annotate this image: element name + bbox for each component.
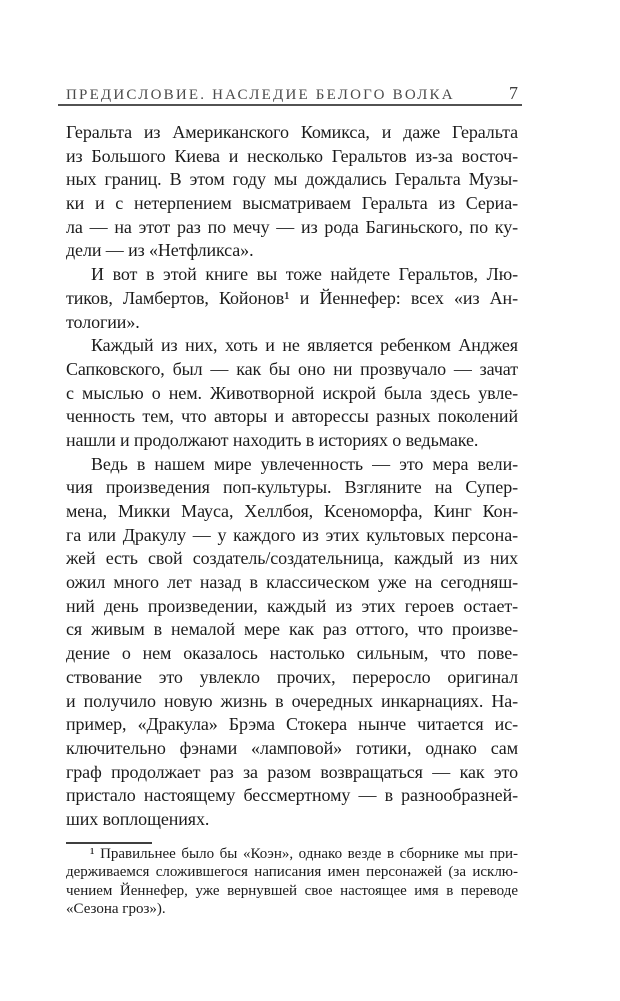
text-line: «Сезона гроз»). — [66, 901, 166, 918]
text-line: Сапковского, был — как бы оно ни прозвучало — зачат — [66, 358, 518, 379]
text-line: чия произведения поп-культуры. Взгляните на Супер- — [66, 477, 518, 498]
text-line: нашли и продолжают находить в историях о ведьмаке. — [66, 429, 479, 450]
text-line: ний день произведении, каждый из этих героев остает- — [66, 595, 518, 616]
text-line: тиков, Ламбертов, Койонов¹ и Йеннефер: всех «из Ан- — [66, 287, 518, 308]
header-rule — [58, 104, 522, 106]
running-header — [66, 83, 518, 104]
text-line: И вот в этой книге вы тоже найдете Геральтов, Лю- — [91, 264, 518, 285]
text-line: из Большого Киева и несколько Геральтов из-за восточ- — [66, 145, 518, 166]
text-line: Геральта из Американского Комикса, и даже Геральта — [66, 122, 518, 142]
footnote-separator — [66, 842, 152, 844]
text-line: жей есть свой создатель/создательница, каждый из них — [66, 548, 518, 569]
text-line: ных границ. В этом году мы дождались Геральта Музы- — [66, 169, 518, 190]
footnote — [66, 845, 518, 919]
text-line: дели — из «Нетфликса». — [66, 240, 254, 261]
text-line: тологии». — [66, 311, 140, 332]
paragraph — [66, 334, 518, 452]
text-line: ствование это увлекло прочих, переросло оригинал — [66, 666, 518, 687]
text-line: ченность тем, что авторы и авторессы разных поколений — [66, 406, 518, 427]
text-line: ключительно фэнами «ламповой» готики, однако сам — [66, 737, 518, 758]
text-line: дение о нем оказалось настолько сильным, что пове- — [66, 643, 518, 664]
text-line: ¹ Правильнее было бы «Коэн», однако везде в сборнике мы при- — [90, 846, 518, 862]
text-line: Каждый из них, хоть и не является ребенком Анджея — [91, 335, 518, 356]
body-text — [66, 121, 518, 832]
text-line: пристало настоящему бессмертному — в разнообразней- — [66, 785, 518, 806]
text-line: ожил много лет назад в классическом уже на сегодняш- — [66, 572, 518, 593]
text-line: ки и с нетерпением высматриваем Геральта из Сериа- — [66, 193, 518, 214]
text-line: Ведь в нашем мире увлеченность — это мера вели- — [91, 453, 518, 474]
text-line: га или Дракулу — у каждого из этих культовых персона- — [66, 524, 518, 545]
text-line: и получило новую жизнь в очередных инкарнациях. На- — [66, 690, 518, 711]
text-line: пример, «Дракула» Брэма Стокера нынче читается ис- — [66, 714, 518, 735]
page-number: 7 — [509, 83, 518, 103]
text-line: с мыслью о нем. Животворной искрой была здесь увле- — [66, 382, 518, 403]
text-line: ся живым в немалой мере как раз оттого, что произве- — [66, 619, 518, 640]
text-line: чением Йеннефер, уже вернувшей свое настоящее имя в переводе — [66, 882, 518, 899]
paragraph — [66, 121, 518, 263]
text-line: ших воплощениях. — [66, 808, 210, 829]
chapter-title: ПРЕДИСЛОВИЕ. НАСЛЕДИЕ БЕЛОГО ВОЛКА — [66, 87, 455, 103]
paragraph — [66, 453, 518, 832]
text-line: граф продолжает раз за разом возвращаться — как это — [66, 761, 518, 782]
paragraph — [66, 263, 518, 334]
paragraph — [66, 845, 518, 919]
text-line: мена, Микки Мауса, Хеллбоя, Ксеноморфа, Кинг Кон- — [66, 501, 518, 521]
text-line: ла — на этот раз по мечу — из рода Багиньского, по ку- — [66, 216, 518, 237]
text-line: держиваемся сложившегося написания имен персонажей (за исклю- — [66, 864, 518, 881]
